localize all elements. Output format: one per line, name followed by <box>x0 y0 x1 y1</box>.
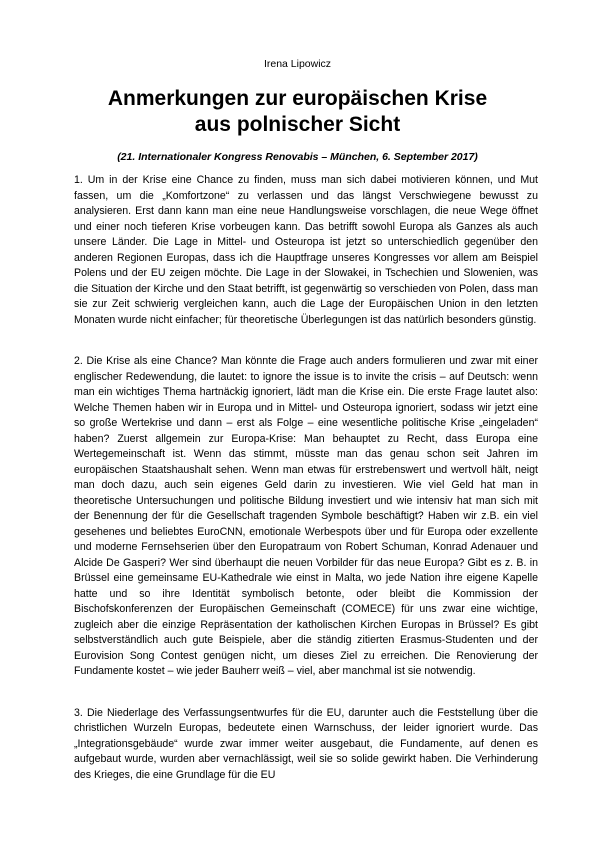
title-line-1: Anmerkungen zur europäischen Krise <box>107 87 488 110</box>
page-title <box>0 86 595 138</box>
document-body <box>74 173 538 809</box>
event-subtitle: (21. Internationaler Kongress Renovabis – München, 6. September 2017) <box>117 151 478 163</box>
paragraph-2: 2. Die Krise als eine Chance? Man könnte die Frage auch anders formulieren und zwar mit einer englischer Redewendung, die lautet: to ignore the issue is to invite the crisis – auf Deutsch: wenn man ein wichtiges Thema hartnäckig ignoriert, lädt man die Krise ein. Die erste Frage lautet also: Welche Themen haben wir in Europa und in Mittel- und Osteuropa ignoriert, sodass wir jetzt eine so große Wertekrise und dann – erst als Folge – eine wesentliche politische Krise „eingeladen“ haben? Zuerst allgemein zur Europa-Krise: Man behauptet zu Recht, dass Europa eine Wertegemeinschaft ist. Wenn das stimmt, müsste man das genau schon seit Jahren im europäischen Staatshaushalt sehen. Wenn man etwas für erstrebenswert und wertvoll hält, neigt man doch dazu, auch sein eigenes Geld darin zu investieren. Wie viel Geld hat man in theoretische Untersuchungen und politische Bildung investiert und wie intensiv hat man sich mit der Benennung der für die Gesellschaft tragenden Symbole beschäftigt? Haben wir z.B. ein viel gesehenes und beliebtes EuroCNN, emotionale Werbespots über und für Europa oder exzellente und moderne Fernsehserien über den Europatraum von Robert Schuman, Konrad Adenauer und Alcide De Gasperi? Wer sind überhaupt die neuen Vorbilder für das neue Europa? Gibt es z. B. in Brüssel eine gemeinsame EU-Kathedrale wie einst in Malta, wo jede Nation ihre eigene Kapelle hatte und so ihre Identität symbolisch betonte, oder bleibt die Kommission der Bischofskonferenzen der Europäischen Gemeinschaft (COMECE) für uns zwar eine wichtige, zugleich aber die einzige Repräsentation der katholischen Kirchen Europas in Brüssel? Es gibt selbstverständlich auch gute Beispiele, aber die ständig zitierten Erasmus-Studenten und der Eurovision Song Contest genügen nicht, um dieses Ziel zu erreichen. Die Renovierung der Fundamente kostet – wie jeder Bauherr weiß – viel, aber manchmal ist sie notwendig. <box>74 355 538 677</box>
paragraph-3: 3. Die Niederlage des Verfassungsentwurfes für die EU, darunter auch die Feststellung über die christlichen Wurzeln Europas, bedeutete einen Warnschuss, der leider ignoriert wurde. Das „Integrationsgebäude“ wurde zwar immer weiter ausgebaut, die Fundamente, auf denen es aufgebaut wurde, wurden aber vernachlässigt, weil sie so solide gewirkt haben. Die Verhinderung des Krieges, die eine Grundlage für die EU <box>74 706 538 781</box>
title-line-2: aus polnischer Sicht <box>194 113 401 136</box>
paragraph-1: 1. Um in der Krise eine Chance zu finden, muss man sich dabei motivieren können, und Mut fassen, um die „Komfortzone“ zu verlassen und das längst Verschwiegene bewusst zu analysieren. Erst dann kann man eine neue Handlungsweise vorschlagen, die neue Wege öffnet und einer noch tieferen Krise vorbeugen kann. Das betrifft sowohl Europa als Ganzes als auch unsere Länder. Die Lage in Mittel- und Osteuropa ist jetzt so unterschiedlich gegenüber den anderen Regionen Europas, dass ich die Hauptfrage unseres Kongresses vor allem am Beispiel Polens und der EU zeigen möchte. Die Lage in der Slowakei, in Tschechien und Slowenien, was die Situation der Kirche und den Staat betrifft, ist gegenwärtig so verschieden von Polen, dass man sie zur Zeit schwierig vergleichen kann, auch die Lage der Europäischen Union in den letzten Monaten wurde nicht einfacher; für theoretische Überlegungen ist das natürlich besonders günstig. <box>74 174 538 326</box>
author-name: Irena Lipowicz <box>263 58 332 70</box>
